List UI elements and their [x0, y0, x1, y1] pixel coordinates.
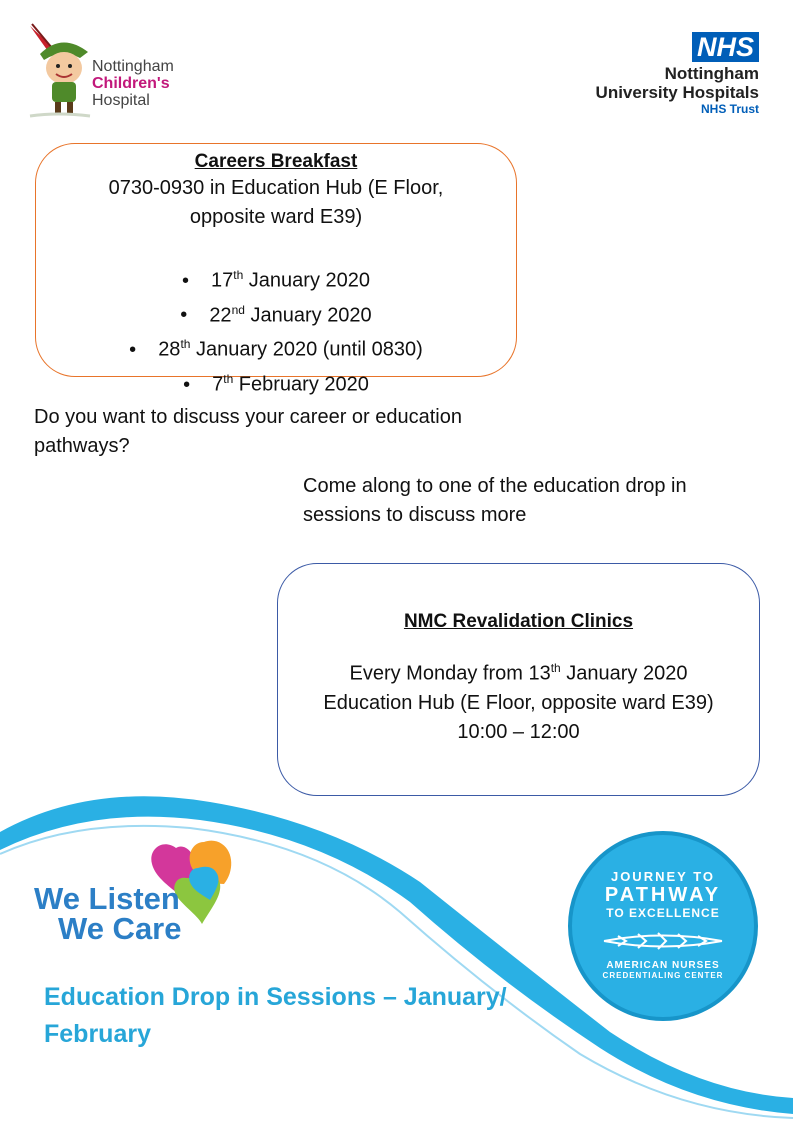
logo-line-nottingham: Nottingham	[92, 58, 174, 75]
list-item: • 22nd January 2020	[180, 302, 372, 327]
nmc-revalidation-box	[277, 563, 760, 796]
invite-line1: Come along to one of the education drop in	[303, 475, 687, 497]
pathway-to-excellence-badge	[568, 831, 758, 1021]
question-line2: pathways?	[34, 435, 130, 457]
list-item: • 7th February 2020	[183, 371, 369, 396]
careers-breakfast-title: Careers Breakfast	[194, 151, 358, 172]
question-paragraph	[34, 403, 462, 461]
careers-breakfast-box	[35, 143, 517, 396]
footer-title	[44, 979, 507, 1053]
badge-bottom-line2: CREDENTIALING CENTER	[602, 971, 724, 980]
nmc-title: NMC Revalidation Clinics	[403, 611, 634, 632]
badge-bottom-line1: AMERICAN NURSES	[606, 960, 720, 971]
badge-top-line3: TO EXCELLENCE	[606, 906, 720, 920]
list-item: • 28th January 2020 (until 0830)	[129, 337, 423, 361]
badge-top-line1: JOURNEY TO	[610, 869, 716, 884]
careers-location-line1: 0730-0930 in Education Hub (E Floor,	[108, 177, 444, 199]
childrens-hospital-logo	[22, 18, 202, 118]
list-item: • 17th January 2020	[181, 268, 371, 292]
nhs-trust-line: NHS Trust	[700, 102, 759, 116]
invite-paragraph	[303, 472, 687, 530]
footer-title-line2: February	[44, 1020, 151, 1048]
invite-line2: sessions to discuss more	[303, 504, 527, 526]
nhs-org-line2: University Hospitals	[595, 83, 759, 102]
nhs-logo	[559, 32, 759, 116]
we-care-text: We Care	[58, 911, 182, 946]
nmc-schedule-line: Every Monday from 13th January 2020	[349, 661, 688, 685]
logo-line-hospital: Hospital	[92, 92, 150, 109]
nmc-location-line: Education Hub (E Floor, opposite ward E39)	[323, 691, 714, 714]
nmc-time-line: 10:00 – 12:00	[457, 720, 580, 743]
question-line1: Do you want to discuss your career or education	[34, 406, 462, 428]
badge-top-line2: PATHWAY	[604, 884, 722, 906]
nhs-badge: NHS	[692, 32, 759, 62]
laurel-icon	[598, 924, 728, 958]
we-listen-we-care-logo	[34, 838, 244, 958]
careers-location-line2: opposite ward E39)	[189, 206, 363, 228]
robin-hood-mascot-icon	[22, 18, 94, 118]
careers-dates-list	[36, 261, 516, 400]
logo-line-childrens: Children's	[92, 75, 170, 92]
nhs-org-line1: Nottingham	[664, 64, 759, 83]
footer-title-line1: Education Drop in Sessions – January/	[44, 983, 507, 1011]
we-listen-text: We Listen	[34, 881, 180, 916]
